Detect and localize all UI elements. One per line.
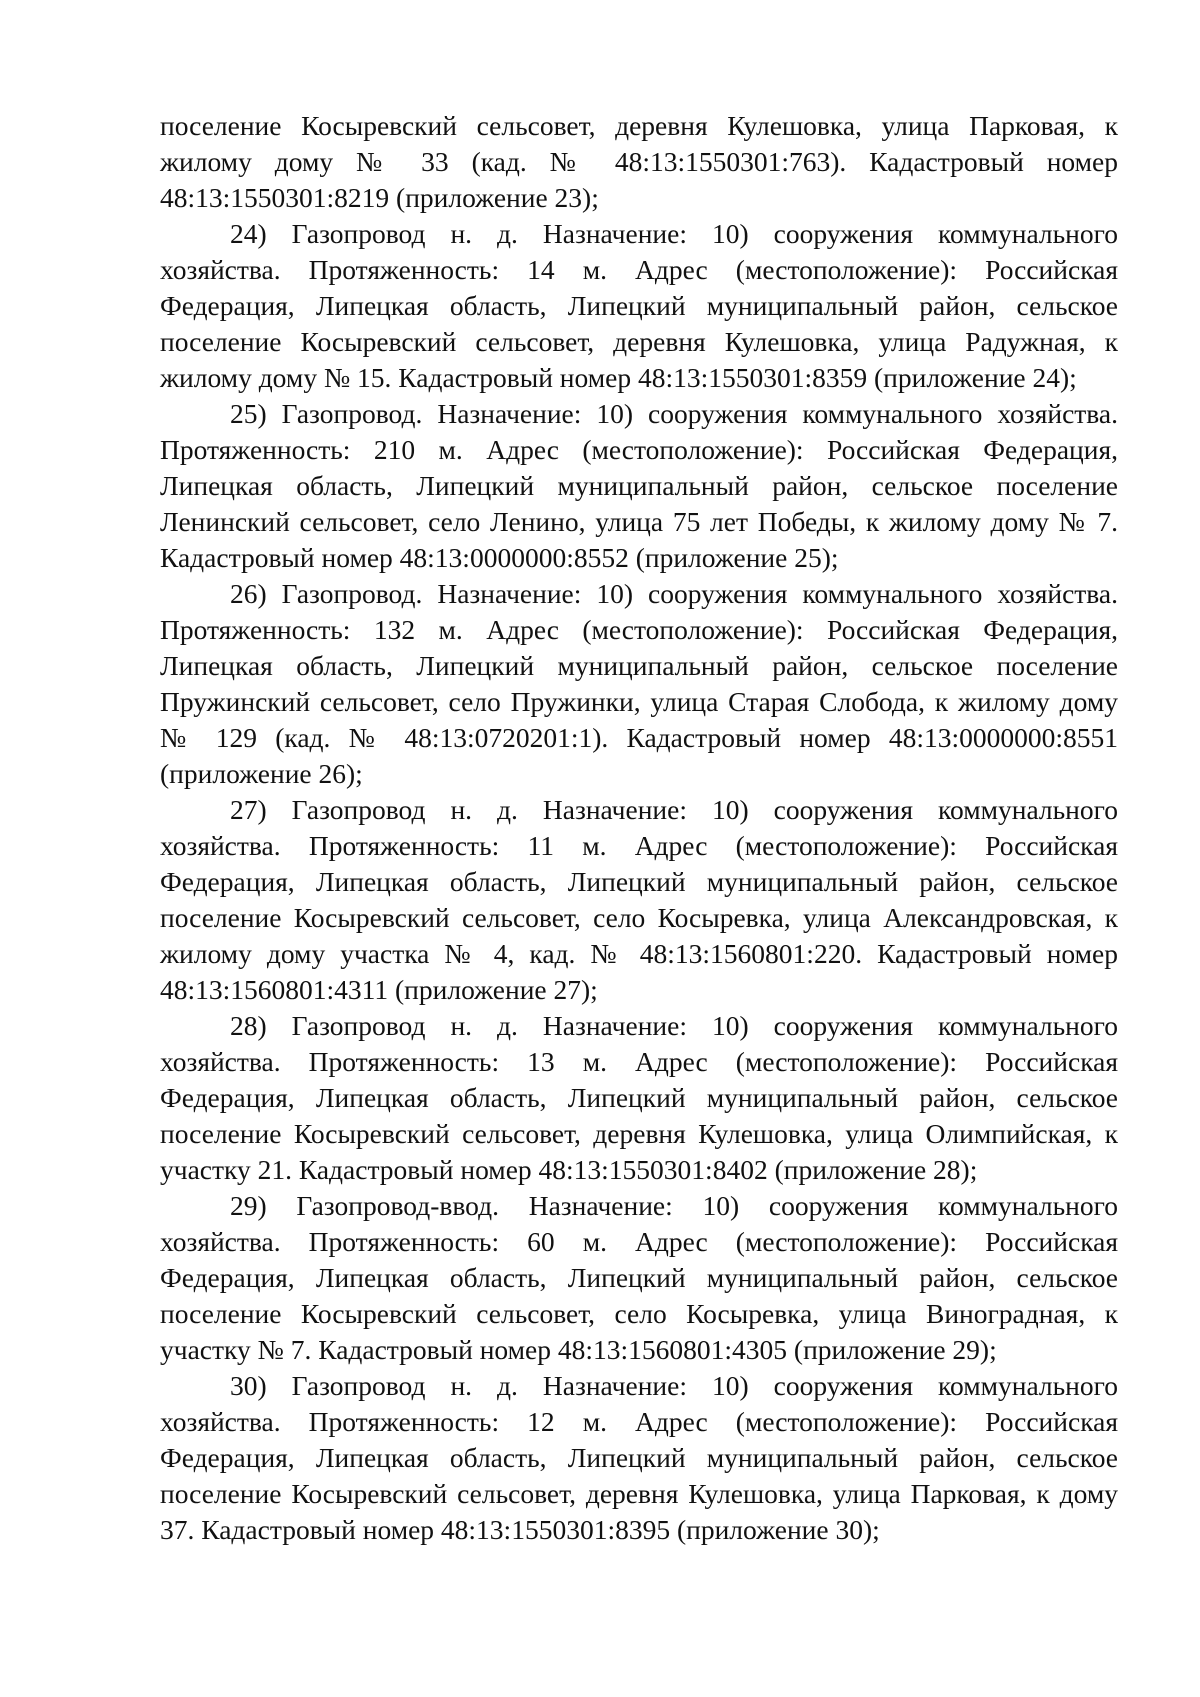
paragraph-item-27: 27) Газопровод н. д. Назначение: 10) сооружения коммунального хозяйства. Протяженность: 11 м. Адрес (местоположение): Российская Федерация, Липецкая область, Липецкий муниципальный район, сельское поселение Косыревский сельсовет, село Косыревка, улица Александровская, к жилому дому участка № 4, кад. № 48:13:1560801:220. Кадастровый номер 48:13:1560801:4311 (приложение 27); (160, 794, 1118, 1005)
paragraph-item-28: 28) Газопровод н. д. Назначение: 10) сооружения коммунального хозяйства. Протяженность: 13 м. Адрес (местоположение): Российская Федерация, Липецкая область, Липецкий муниципальный район, сельское поселение Косыревский сельсовет, деревня Кулешовка, улица Олимпийская, к участку 21. Кадастровый номер 48:13:1550301:8402 (приложение 28); (160, 1010, 1118, 1185)
paragraph-item-30: 30) Газопровод н. д. Назначение: 10) сооружения коммунального хозяйства. Протяженность: 12 м. Адрес (местоположение): Российская Федерация, Липецкая область, Липецкий муниципальный район, сельское поселение Косыревский сельсовет, деревня Кулешовка, улица Парковая, к дому 37. Кадастровый номер 48:13:1550301:8395 (приложение 30); (160, 1370, 1118, 1545)
document-page (160, 108, 1118, 1548)
paragraph-item-29: 29) Газопровод-ввод. Назначение: 10) сооружения коммунального хозяйства. Протяженность: 60 м. Адрес (местоположение): Российская Федерация, Липецкая область, Липецкий муниципальный район, сельское поселение Косыревский сельсовет, село Косыревка, улица Виноградная, к участку № 7. Кадастровый номер 48:13:1560801:4305 (приложение 29); (160, 1190, 1118, 1365)
paragraph-item-26: 26) Газопровод. Назначение: 10) сооружения коммунального хозяйства. Протяженность: 132 м. Адрес (местоположение): Российская Федерация, Липецкая область, Липецкий муниципальный район, сельское поселение Пружинский сельсовет, село Пружинки, улица Старая Слобода, к жилому дому № 129 (кад. № 48:13:0720201:1). Кадастровый номер 48:13:0000000:8551 (приложение 26); (160, 578, 1118, 789)
paragraph-continuation: поселение Косыревский сельсовет, деревня Кулешовка, улица Парковая, к жилому дому № 33 (кад. № 48:13:1550301:763). Кадастровый номер 48:13:1550301:8219 (приложение 23); (160, 110, 1118, 213)
paragraph-item-25: 25) Газопровод. Назначение: 10) сооружения коммунального хозяйства. Протяженность: 210 м. Адрес (местоположение): Российская Федерация, Липецкая область, Липецкий муниципальный район, сельское поселение Ленинский сельсовет, село Ленино, улица 75 лет Победы, к жилому дому № 7. Кадастровый номер 48:13:0000000:8552 (приложение 25); (160, 398, 1118, 573)
paragraph-item-24: 24) Газопровод н. д. Назначение: 10) сооружения коммунального хозяйства. Протяженность: 14 м. Адрес (местоположение): Российская Федерация, Липецкая область, Липецкий муниципальный район, сельское поселение Косыревский сельсовет, деревня Кулешовка, улица Радужная, к жилому дому № 15. Кадастровый номер 48:13:1550301:8359 (приложение 24); (160, 218, 1118, 393)
